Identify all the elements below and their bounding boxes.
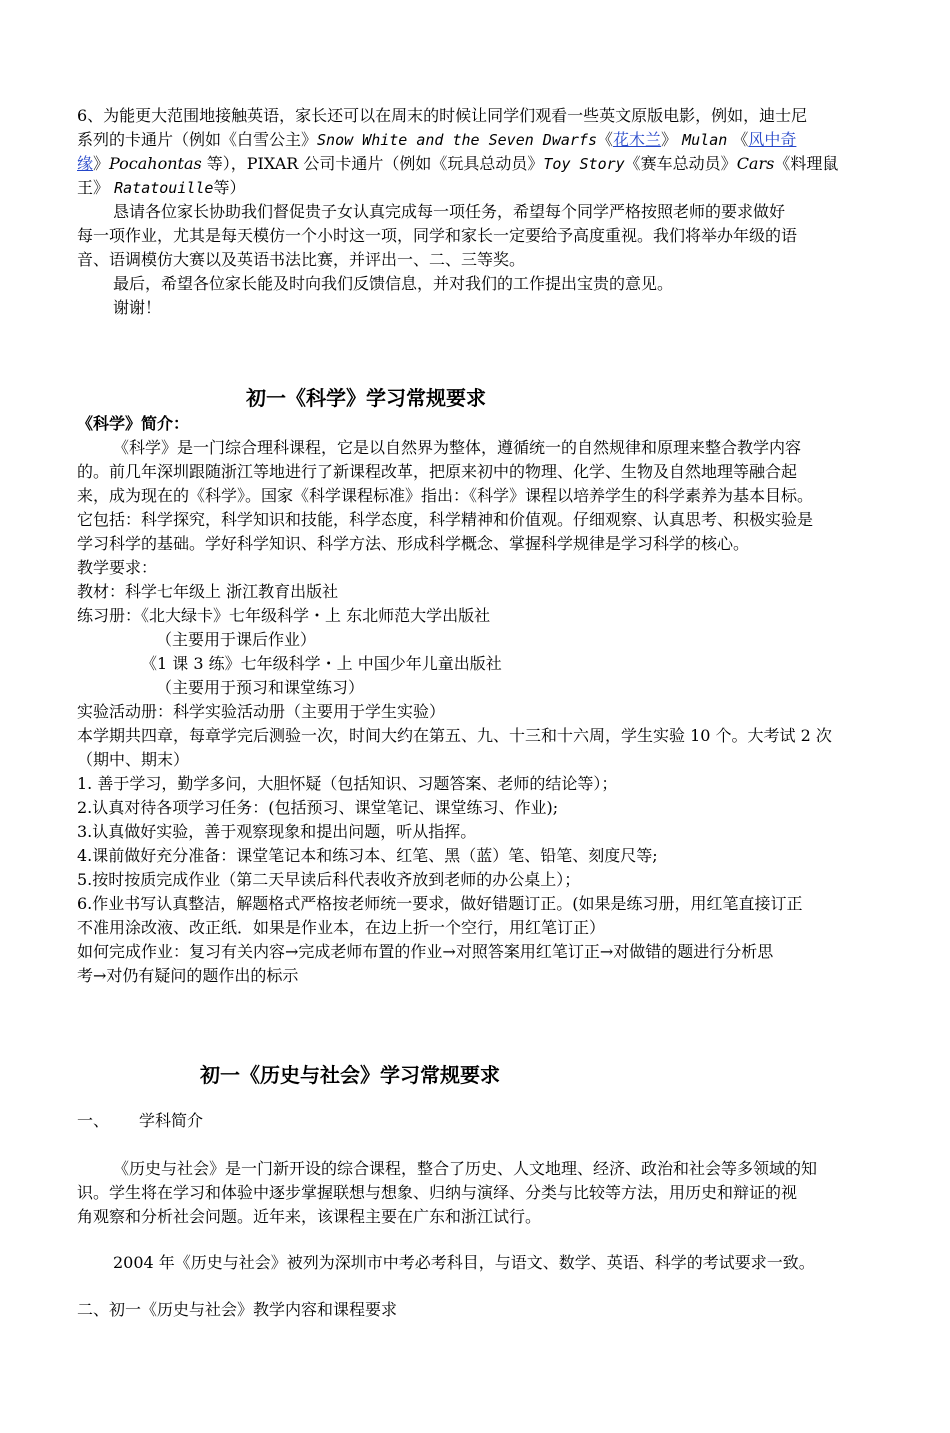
science-rule: 3.认真做好实验，善于观察现象和提出问题，听从指挥。 [77, 822, 477, 841]
science-intro-line: 学习科学的基础。学好科学知识、科学方法、形成科学概念、掌握科学规律是学习科学的核心。 [77, 534, 750, 553]
english-request-line-1: 恳请各位家长协助我们督促贵子女认真完成每一项任务，希望每个同学严格按照老师的要求做好 [113, 202, 786, 221]
science-howto-line-1: 如何完成作业：复习有关内容→完成老师布置的作业→对照答案用红笔订正→对做错的题进行分析思 [77, 942, 774, 961]
history-intro-line: 《历史与社会》是一门新开设的综合课程，整合了历史、人文地理、经济、政治和社会等多领域的知 [113, 1159, 818, 1178]
english-request-line-3: 音、语调模仿大赛以及英语书法比赛，并评出一、二、三等奖。 [77, 250, 526, 269]
science-workbook-1: 练习册：《北大绿卡》七年级科学・上 东北师范大学出版社 [77, 606, 491, 625]
english-tip-line-2: 系列的卡通片（例如《白雪公主》Snow White and the Seven Dwarfs《花木兰》 Mulan 《风中奇 [77, 130, 797, 149]
movie-title-cars: Cars [736, 154, 775, 173]
history-title: 初一《历史与社会》学习常规要求 [200, 1063, 500, 1087]
science-howto-line-2: 考→对仍有疑问的题作出的标示 [77, 966, 299, 985]
movie-title-mulan: Mulan [682, 131, 728, 149]
link-pocahontas-part1[interactable]: 风中奇 [748, 130, 797, 149]
science-rule: 1. 善于学习，勤学多问，大胆怀疑（包括知识、习题答案、老师的结论等）； [77, 774, 618, 793]
link-mulan[interactable]: 花木兰 [613, 130, 662, 149]
history-section-2: 二、初一《历史与社会》教学内容和课程要求 [77, 1300, 398, 1319]
science-intro-line: 的。前几年深圳跟随浙江等地进行了新课程改革，把原来初中的物理、化学、生物及自然地理等融合起 [77, 462, 798, 481]
english-thanks: 谢谢！ [113, 298, 162, 317]
movie-title-ratatouille: Ratatouille [114, 179, 214, 197]
movie-title-snow-white: Snow White and the Seven Dwarfs [317, 131, 597, 149]
science-intro-line: 来，成为现在的《科学》。国家《科学课程标准》指出：《科学》课程以培养学生的科学素养为基本目标。 [77, 486, 814, 505]
history-intro-line: 识。学生将在学习和体验中逐步掌握联想与想象、归纳与演绎、分类与比较等方法，用历史和辩证的视 [77, 1183, 798, 1202]
science-lab-book: 实验活动册：科学实验活动册（主要用于学生实验） [77, 702, 446, 721]
science-rule: 不准用涂改液、改正纸．如果是作业本，在边上折一个空行，用红笔订正） [77, 918, 606, 937]
science-schedule-line-2: （期中、期末） [77, 750, 190, 769]
science-workbook-2-note: （主要用于预习和课堂练习） [156, 678, 365, 697]
science-intro-line: 《科学》是一门综合理科课程，它是以自然界为整体，遵循统一的自然规律和原理来整合教学内容 [113, 438, 802, 457]
link-pocahontas-part2[interactable]: 缘 [77, 154, 94, 173]
science-rule: 4.课前做好充分准备：课堂笔记本和练习本、红笔、黑（蓝）笔、铅笔、刻度尺等; [77, 846, 658, 865]
science-textbook: 教材：科学七年级上 浙江教育出版社 [77, 582, 339, 601]
science-schedule-line-1: 本学期共四章，每章学完后测验一次，时间大约在第五、九、十三和十六周，学生实验 10 个。大考试 2 次 [77, 726, 832, 745]
science-intro-heading: 《科学》简介： [77, 414, 190, 433]
movie-title-pocahontas: Pocahontas [109, 154, 202, 173]
english-tip-line-4: 王》 Ratatouille等） [77, 178, 246, 197]
history-section-1-number: 一、 [77, 1111, 110, 1130]
science-rule: 5.按时按质完成作业（第二天早读后科代表收齐放到老师的办公桌上）； [77, 870, 581, 889]
science-req-heading: 教学要求： [77, 558, 158, 577]
movie-title-toy-story: Toy Story [543, 155, 625, 173]
science-workbook-2: 《1 课 3 练》七年级科学・上 中国少年儿童出版社 [141, 654, 502, 673]
science-rule: 2.认真对待各项学习任务：(包括预习、课堂笔记、课堂练习、作业); [77, 798, 559, 817]
english-closing: 最后，希望各位家长能及时向我们反馈信息，并对我们的工作提出宝贵的意见。 [113, 274, 674, 293]
history-exam-note: 2004 年《历史与社会》被列为深圳市中考必考科目，与语文、数学、英语、科学的考试要求一致。 [113, 1253, 815, 1272]
history-section-1-label: 学科简介 [139, 1111, 204, 1130]
english-tip-line-3: 缘》Pocahontas 等），PIXAR 公司卡通片（例如《玩具总动员》Toy Story《赛车总动员》Cars《料理鼠 [77, 154, 839, 173]
english-tip-line-1: 6、为能更大范围地接触英语，家长还可以在周末的时候让同学们观看一些英文原版电影，例如，迪士尼 [77, 106, 808, 125]
science-title: 初一《科学》学习常规要求 [246, 386, 486, 410]
science-rule: 6.作业书写认真整洁，解题格式严格按老师统一要求，做好错题订正。(如果是练习册，用红笔直接订正 [77, 894, 803, 913]
science-intro-line: 它包括：科学探究，科学知识和技能，科学态度，科学精神和价值观。仔细观察、认真思考、积极实验是 [77, 510, 814, 529]
english-request-line-2: 每一项作业，尤其是每天模仿一个小时这一项，同学和家长一定要给予高度重视。我们将举办年级的语 [77, 226, 798, 245]
history-intro-line: 角观察和分析社会问题。近年来，该课程主要在广东和浙江试行。 [77, 1207, 542, 1226]
science-workbook-1-note: （主要用于课后作业） [156, 630, 317, 649]
